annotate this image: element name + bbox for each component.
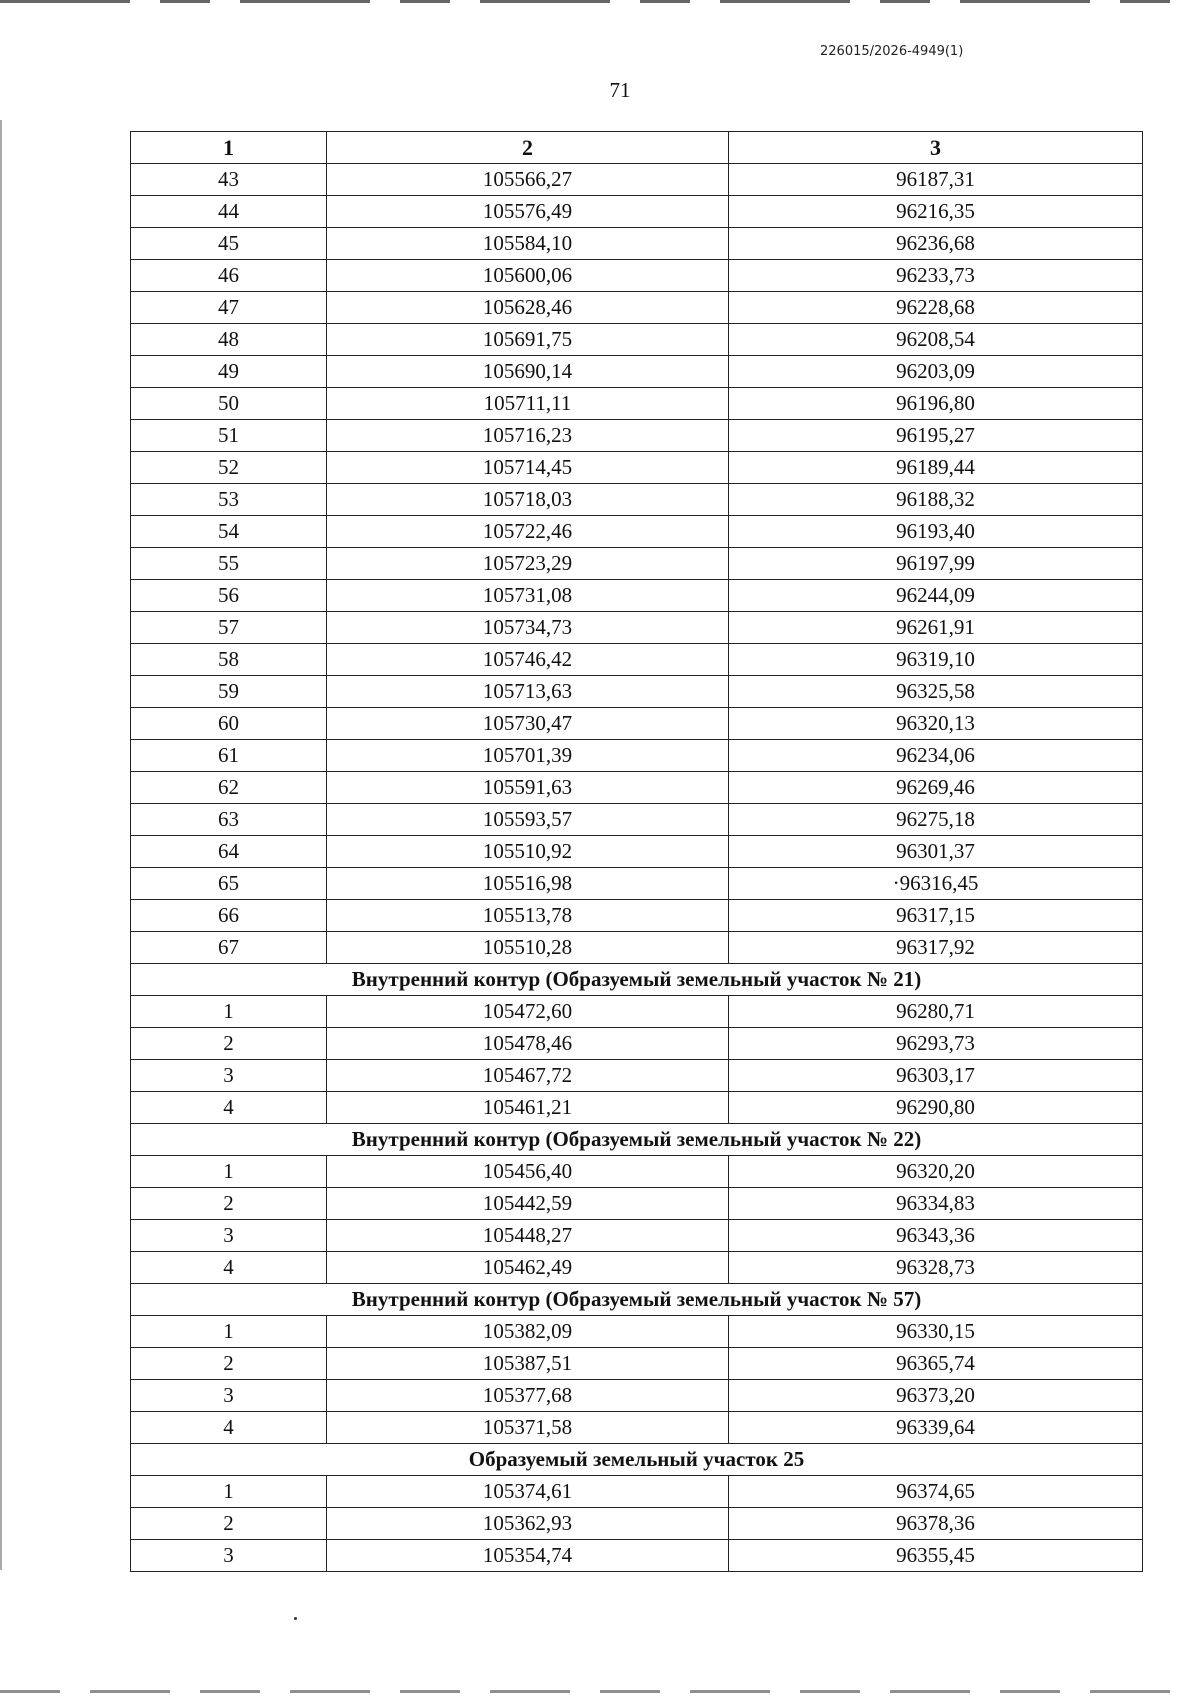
x-coordinate-cell: 105448,27 [327, 1220, 729, 1252]
x-coordinate-cell: 105701,39 [327, 740, 729, 772]
y-coordinate-cell: 96234,06 [729, 740, 1143, 772]
point-number-cell: 56 [131, 580, 327, 612]
x-coordinate-cell: 105718,03 [327, 484, 729, 516]
x-coordinate-cell: 105584,10 [327, 228, 729, 260]
y-coordinate-cell: 96187,31 [729, 164, 1143, 196]
table-row [131, 1316, 1143, 1348]
table-row [131, 1188, 1143, 1220]
point-number-cell: 46 [131, 260, 327, 292]
document-code: 226015/2026-4949(1) [820, 44, 964, 59]
section-title: Образуемый земельный участок 25 [131, 1444, 1143, 1476]
x-coordinate-cell: 105716,23 [327, 420, 729, 452]
x-coordinate-cell: 105510,92 [327, 836, 729, 868]
x-coordinate-cell: 105462,49 [327, 1252, 729, 1284]
y-coordinate-cell: 96319,10 [729, 644, 1143, 676]
y-coordinate-cell: 96343,36 [729, 1220, 1143, 1252]
table-row [131, 932, 1143, 964]
point-number-cell: 51 [131, 420, 327, 452]
column-header-number: 1 [131, 132, 327, 164]
page-number: 71 [609, 78, 631, 102]
x-coordinate-cell: 105628,46 [327, 292, 729, 324]
x-coordinate-cell: 105478,46 [327, 1028, 729, 1060]
x-coordinate-cell: 105593,57 [327, 804, 729, 836]
y-coordinate-cell: 96269,46 [729, 772, 1143, 804]
table-row [131, 388, 1143, 420]
point-number-cell: 4 [131, 1092, 327, 1124]
table-row [131, 1220, 1143, 1252]
y-coordinate-cell: 96233,73 [729, 260, 1143, 292]
point-number-cell: 1 [131, 1316, 327, 1348]
x-coordinate-cell: 105691,75 [327, 324, 729, 356]
table-row [131, 548, 1143, 580]
x-coordinate-cell: 105723,29 [327, 548, 729, 580]
y-coordinate-cell: 96355,45 [729, 1540, 1143, 1572]
y-coordinate-cell: 96196,80 [729, 388, 1143, 420]
table-row [131, 676, 1143, 708]
y-coordinate-cell: 96293,73 [729, 1028, 1143, 1060]
y-coordinate-cell: 96193,40 [729, 516, 1143, 548]
table-row [131, 644, 1143, 676]
scan-border-top [0, 0, 1200, 3]
point-number-cell: 67 [131, 932, 327, 964]
point-number-cell: 52 [131, 452, 327, 484]
y-coordinate-cell: 96374,65 [729, 1476, 1143, 1508]
x-coordinate-cell: 105387,51 [327, 1348, 729, 1380]
point-number-cell: 1 [131, 1156, 327, 1188]
point-number-cell: 4 [131, 1252, 327, 1284]
y-coordinate-cell: 96216,35 [729, 196, 1143, 228]
table-row [131, 260, 1143, 292]
x-coordinate-cell: 105354,74 [327, 1540, 729, 1572]
y-coordinate-cell: 96320,20 [729, 1156, 1143, 1188]
x-coordinate-cell: 105746,42 [327, 644, 729, 676]
y-coordinate-cell: 96378,36 [729, 1508, 1143, 1540]
y-coordinate-cell: 96189,44 [729, 452, 1143, 484]
table-row [131, 740, 1143, 772]
table-row [131, 1508, 1143, 1540]
x-coordinate-cell: 105711,11 [327, 388, 729, 420]
x-coordinate-cell: 105516,98 [327, 868, 729, 900]
x-coordinate-cell: 105461,21 [327, 1092, 729, 1124]
y-coordinate-cell: 96290,80 [729, 1092, 1143, 1124]
y-coordinate-cell: 96280,71 [729, 996, 1143, 1028]
point-number-cell: 57 [131, 612, 327, 644]
point-number-cell: 58 [131, 644, 327, 676]
table-row [131, 772, 1143, 804]
table-row [131, 1412, 1143, 1444]
point-number-cell: 47 [131, 292, 327, 324]
y-coordinate-cell: 96365,74 [729, 1348, 1143, 1380]
point-number-cell: 1 [131, 996, 327, 1028]
x-coordinate-cell: 105731,08 [327, 580, 729, 612]
point-number-cell: 55 [131, 548, 327, 580]
table-row [131, 516, 1143, 548]
point-number-cell: 54 [131, 516, 327, 548]
point-number-cell: 4 [131, 1412, 327, 1444]
y-coordinate-cell: 96339,64 [729, 1412, 1143, 1444]
x-coordinate-cell: 105374,61 [327, 1476, 729, 1508]
table-row [131, 900, 1143, 932]
x-coordinate-cell: 105566,27 [327, 164, 729, 196]
column-header-x: 2 [327, 132, 729, 164]
table-row [131, 612, 1143, 644]
column-header-y: 3 [729, 132, 1143, 164]
y-coordinate-cell: ·96316,45 [729, 868, 1143, 900]
scan-border-left [0, 120, 2, 1570]
table-row [131, 1380, 1143, 1412]
point-number-cell: 2 [131, 1188, 327, 1220]
point-number-cell: 3 [131, 1540, 327, 1572]
table-row [131, 1092, 1143, 1124]
point-number-cell: 3 [131, 1060, 327, 1092]
x-coordinate-cell: 105442,59 [327, 1188, 729, 1220]
section-row [131, 1284, 1143, 1316]
table-row [131, 996, 1143, 1028]
y-coordinate-cell: 96188,32 [729, 484, 1143, 516]
table-row [131, 836, 1143, 868]
x-coordinate-cell: 105362,93 [327, 1508, 729, 1540]
point-number-cell: 60 [131, 708, 327, 740]
section-title: Внутренний контур (Образуемый земельный участок № 57) [131, 1284, 1143, 1316]
table-row [131, 1156, 1143, 1188]
point-number-cell: 3 [131, 1220, 327, 1252]
section-row [131, 964, 1143, 996]
x-coordinate-cell: 105591,63 [327, 772, 729, 804]
x-coordinate-cell: 105576,49 [327, 196, 729, 228]
y-coordinate-cell: 96275,18 [729, 804, 1143, 836]
section-row [131, 1124, 1143, 1156]
x-coordinate-cell: 105734,73 [327, 612, 729, 644]
x-coordinate-cell: 105713,63 [327, 676, 729, 708]
table-row [131, 868, 1143, 900]
point-number-cell: 2 [131, 1508, 327, 1540]
point-number-cell: 53 [131, 484, 327, 516]
point-number-cell: 45 [131, 228, 327, 260]
point-number-cell: 66 [131, 900, 327, 932]
table-row [131, 484, 1143, 516]
point-number-cell: 44 [131, 196, 327, 228]
point-number-cell: 3 [131, 1380, 327, 1412]
x-coordinate-cell: 105510,28 [327, 932, 729, 964]
x-coordinate-cell: 105371,58 [327, 1412, 729, 1444]
table-row [131, 324, 1143, 356]
y-coordinate-cell: 96328,73 [729, 1252, 1143, 1284]
table-row [131, 292, 1143, 324]
y-coordinate-cell: 96195,27 [729, 420, 1143, 452]
y-coordinate-cell: 96197,99 [729, 548, 1143, 580]
section-title: Внутренний контур (Образуемый земельный участок № 22) [131, 1124, 1143, 1156]
x-coordinate-cell: 105730,47 [327, 708, 729, 740]
x-coordinate-cell: 105513,78 [327, 900, 729, 932]
x-coordinate-cell: 105377,68 [327, 1380, 729, 1412]
y-coordinate-cell: 96317,15 [729, 900, 1143, 932]
section-title: Внутренний контур (Образуемый земельный участок № 21) [131, 964, 1143, 996]
x-coordinate-cell: 105600,06 [327, 260, 729, 292]
table-row [131, 452, 1143, 484]
table-row [131, 164, 1143, 196]
x-coordinate-cell: 105722,46 [327, 516, 729, 548]
section-row [131, 1444, 1143, 1476]
point-number-cell: 64 [131, 836, 327, 868]
point-number-cell: 62 [131, 772, 327, 804]
point-number-cell: 63 [131, 804, 327, 836]
table-row [131, 1476, 1143, 1508]
table-row [131, 1060, 1143, 1092]
point-number-cell: 61 [131, 740, 327, 772]
x-coordinate-cell: 105690,14 [327, 356, 729, 388]
table-row [131, 1348, 1143, 1380]
y-coordinate-cell: 96373,20 [729, 1380, 1143, 1412]
y-coordinate-cell: 96320,13 [729, 708, 1143, 740]
x-coordinate-cell: 105714,45 [327, 452, 729, 484]
table-row [131, 1540, 1143, 1572]
x-coordinate-cell: 105467,72 [327, 1060, 729, 1092]
y-coordinate-cell: 96301,37 [729, 836, 1143, 868]
point-number-cell: 59 [131, 676, 327, 708]
table-row [131, 1028, 1143, 1060]
table-header-row [131, 132, 1143, 164]
table-row [131, 708, 1143, 740]
y-coordinate-cell: 96228,68 [729, 292, 1143, 324]
point-number-cell: 49 [131, 356, 327, 388]
y-coordinate-cell: 96334,83 [729, 1188, 1143, 1220]
point-number-cell: 65 [131, 868, 327, 900]
y-coordinate-cell: 96208,54 [729, 324, 1143, 356]
y-coordinate-cell: 96330,15 [729, 1316, 1143, 1348]
table-body [131, 164, 1143, 1572]
table-row [131, 1252, 1143, 1284]
table-row [131, 420, 1143, 452]
x-coordinate-cell: 105382,09 [327, 1316, 729, 1348]
table-row [131, 804, 1143, 836]
point-number-cell: 50 [131, 388, 327, 420]
table-row [131, 196, 1143, 228]
y-coordinate-cell: 96203,09 [729, 356, 1143, 388]
scan-border-bottom [0, 1690, 1200, 1693]
y-coordinate-cell: 96261,91 [729, 612, 1143, 644]
point-number-cell: 2 [131, 1348, 327, 1380]
coordinates-table [130, 131, 1143, 1572]
scan-speck [294, 1617, 297, 1620]
y-coordinate-cell: 96317,92 [729, 932, 1143, 964]
y-coordinate-cell: 96244,09 [729, 580, 1143, 612]
table-row [131, 580, 1143, 612]
x-coordinate-cell: 105456,40 [327, 1156, 729, 1188]
y-coordinate-cell: 96236,68 [729, 228, 1143, 260]
table-row [131, 228, 1143, 260]
point-number-cell: 2 [131, 1028, 327, 1060]
point-number-cell: 48 [131, 324, 327, 356]
y-coordinate-cell: 96325,58 [729, 676, 1143, 708]
point-number-cell: 43 [131, 164, 327, 196]
x-coordinate-cell: 105472,60 [327, 996, 729, 1028]
y-coordinate-cell: 96303,17 [729, 1060, 1143, 1092]
point-number-cell: 1 [131, 1476, 327, 1508]
table-row [131, 356, 1143, 388]
